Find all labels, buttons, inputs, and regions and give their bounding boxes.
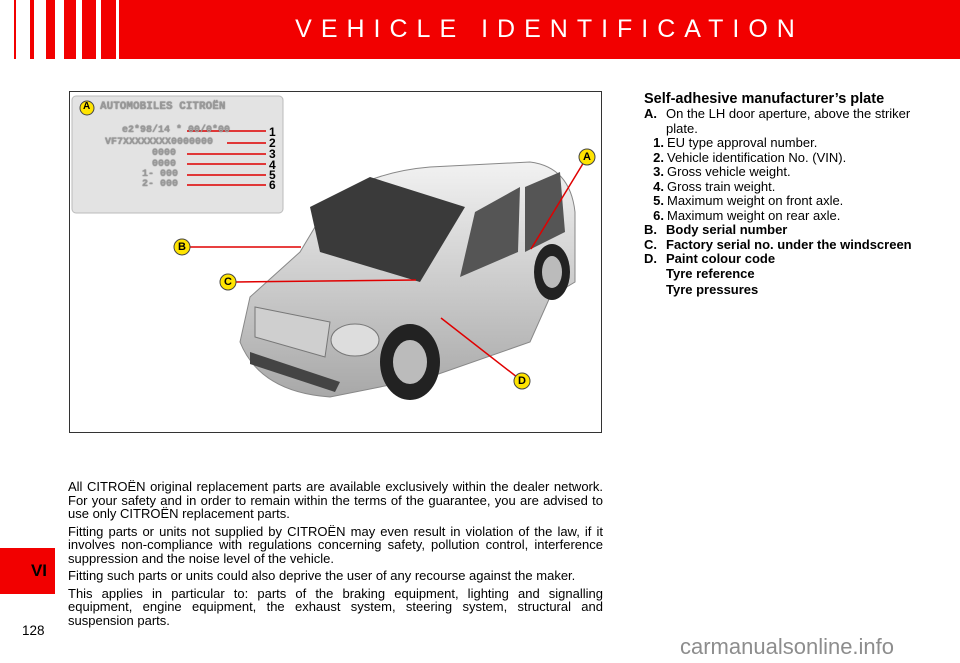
page-title: VEHICLE IDENTIFICATION xyxy=(119,0,960,59)
plate-weight-4: 0000 xyxy=(152,159,177,170)
paragraph: All CITROËN original replacement parts are available exclusively within the dealer network. For your safety and in order to remain within the terms of the guarantee, you are advised to use only CITROËN replacement parts. xyxy=(68,479,603,521)
legend-text: Maximum weight on rear axle. xyxy=(667,207,841,223)
legend-key: D. xyxy=(644,251,657,266)
plate-num-3: 3 xyxy=(269,147,276,161)
legend-heading: Self-adhesive manufacturer’s plate xyxy=(644,91,885,107)
body-text xyxy=(68,480,603,631)
header-stripe xyxy=(101,0,116,59)
legend-item xyxy=(644,151,944,166)
header-stripe xyxy=(64,0,76,59)
legend-key: 4. xyxy=(653,178,664,194)
header-stripe xyxy=(14,0,16,59)
legend-item xyxy=(644,136,944,151)
callout-d: D xyxy=(518,375,526,387)
legend-text: On the LH door aperture, above the striker plate. xyxy=(666,106,911,136)
legend-key: 6. xyxy=(653,207,664,223)
header-stripe xyxy=(46,0,55,59)
legend-key: A. xyxy=(644,106,657,121)
plate-weight-6: 2- 000 xyxy=(142,179,179,190)
legend-item xyxy=(644,180,944,195)
legend-text: Body serial number xyxy=(666,222,788,237)
legend-text: Gross vehicle weight. xyxy=(667,164,791,179)
legend-text: Factory serial no. under the windscreen xyxy=(666,236,912,252)
legend-text: EU type approval number. xyxy=(667,135,818,150)
legend-item-d xyxy=(644,252,944,267)
plate-num-4: 4 xyxy=(269,158,276,172)
legend-key: C. xyxy=(644,236,657,252)
plate-num-2: 2 xyxy=(269,136,276,150)
plate-num-6: 6 xyxy=(269,178,276,192)
plate-weight-5: 1- 000 xyxy=(142,169,179,180)
paragraph: This applies in particular to: parts of the braking equipment, lighting and signalling equipment, engine equipment, the exhaust system, steering system, structural and suspension parts. xyxy=(68,585,603,628)
legend-text: Tyre pressures xyxy=(666,282,759,297)
section-tab: VI xyxy=(0,548,55,594)
watermark: carmanualsonline.info xyxy=(680,634,895,659)
legend-key: 5. xyxy=(653,193,664,208)
paragraph: Fitting parts or units not supplied by CITROËN may even result in violation of the law, if it involves non-compliance with regulations concerning safety, pollution control, interference suppression and the noise level of the vehicle. xyxy=(68,523,603,566)
header-stripe xyxy=(82,0,96,59)
legend-text: Gross train weight. xyxy=(667,178,776,194)
plate-weight-3: 0000 xyxy=(152,148,177,159)
legend-text: Tyre reference xyxy=(666,265,755,281)
legend-key: B. xyxy=(644,222,657,237)
legend xyxy=(644,92,944,298)
legend-text: Paint colour code xyxy=(666,251,776,266)
callout-a: A xyxy=(583,151,591,163)
plate-num-1: 1 xyxy=(269,125,276,139)
legend-item xyxy=(644,209,944,224)
legend-item-tyre-pressures xyxy=(644,283,944,298)
legend-item-tyre-reference xyxy=(644,267,944,282)
legend-key: 2. xyxy=(653,149,664,165)
plate-num-5: 5 xyxy=(269,168,276,182)
callout-b: B xyxy=(178,241,186,253)
legend-text: Vehicle identification No. (VIN). xyxy=(667,149,847,165)
legend-text: Maximum weight on front axle. xyxy=(667,193,844,208)
legend-key: 1. xyxy=(653,135,664,150)
legend-item-a xyxy=(644,107,944,136)
plate-approval: e2*98/14 * 00/0*00 xyxy=(122,125,231,136)
paragraph: Fitting such parts or units could also deprive the user of any recourse against the maker. xyxy=(68,568,576,583)
legend-item xyxy=(644,165,944,180)
callout-c: C xyxy=(224,276,232,288)
plate-callout-a: A xyxy=(83,101,91,112)
plate-brand: AUTOMOBILES CITROËN xyxy=(100,101,226,113)
plate-vin: VF7XXXXXXXX0000000 xyxy=(105,137,214,148)
header-stripe xyxy=(30,0,34,59)
vehicle-figure xyxy=(69,91,602,433)
legend-key: 3. xyxy=(653,164,664,179)
page-number: 128 xyxy=(22,623,45,638)
legend-item-c xyxy=(644,238,944,253)
legend-item-b xyxy=(644,223,944,238)
legend-item xyxy=(644,194,944,209)
